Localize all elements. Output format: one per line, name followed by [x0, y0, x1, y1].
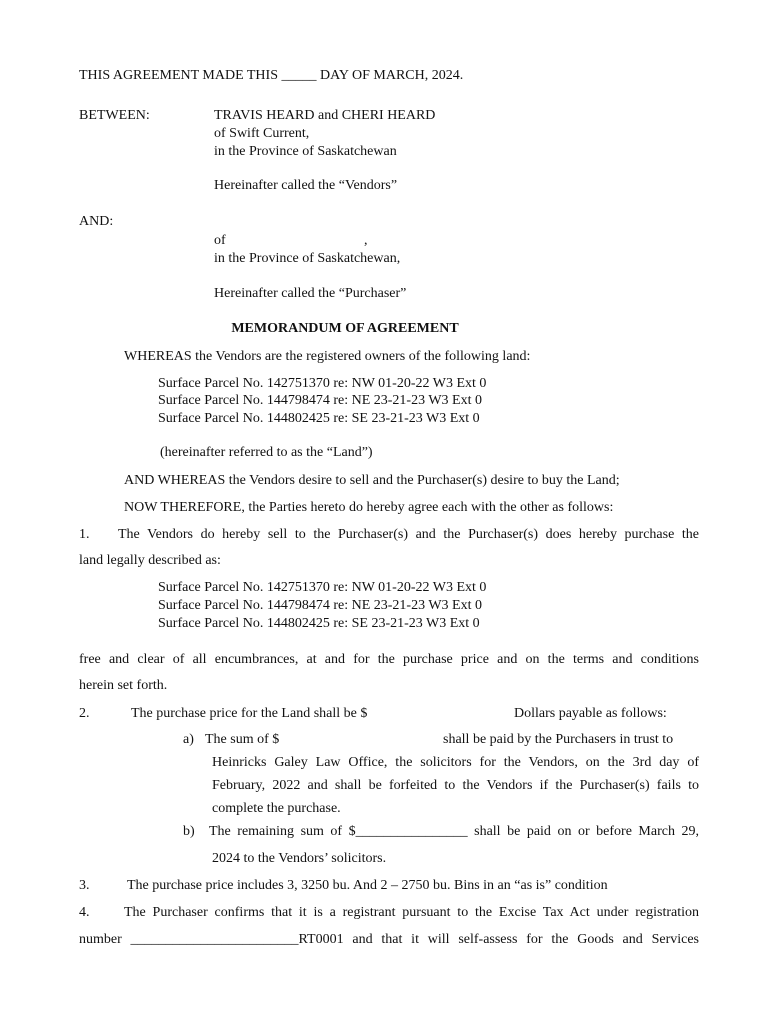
clause-1-text-cont: land legally described as: [79, 553, 221, 568]
land-definition: (hereinafter referred to as the “Land”) [160, 445, 373, 460]
clause-2-number: 2. [79, 706, 90, 721]
memorandum-title: MEMORANDUM OF AGREEMENT [231, 321, 459, 336]
parcel-item: Surface Parcel No. 144798474 re: NE 23-21-23 W3 Ext 0 [158, 598, 482, 613]
clause-1-encumbrances: free and clear of all encumbrances, at and for the purchase price and on the terms and conditions [79, 652, 699, 667]
clause-2a-line: complete the purchase. [212, 801, 341, 816]
parcel-item: Surface Parcel No. 142751370 re: NW 01-20-22 W3 Ext 0 [158, 580, 487, 595]
purchaser-city-comma: , [364, 233, 368, 248]
clause-3-text: The purchase price includes 3, 3250 bu. And 2 – 2750 bu. Bins in an “as is” condition [127, 878, 608, 893]
clause-2-price-suffix: Dollars payable as follows: [514, 706, 667, 721]
clause-2b-label: b) [183, 824, 195, 839]
now-therefore: NOW THEREFORE, the Parties hereto do hereby agree each with the other as follows: [124, 500, 614, 515]
vendors-designation: Hereinafter called the “Vendors” [214, 178, 398, 193]
between-label: BETWEEN: [79, 108, 150, 123]
agreement-date-line: THIS AGREEMENT MADE THIS _____ DAY OF MARCH, 2024. [79, 68, 464, 83]
whereas-ownership: WHEREAS the Vendors are the registered owners of the following land: [124, 349, 531, 364]
whereas-desire: AND WHEREAS the Vendors desire to sell and the Purchaser(s) desire to buy the Land; [124, 473, 620, 488]
clause-4-text-cont: number ________________________RT0001 and that it will self-assess for the Goods and Services [79, 932, 699, 947]
clause-2a-sum: The sum of $ [205, 732, 280, 747]
clause-1-encumbrances-cont: herein set forth. [79, 678, 168, 693]
clause-2a-line: February, 2022 and shall be forfeited to the Vendors if the Purchaser(s) fails to [212, 778, 699, 793]
purchaser-of-label: of [214, 233, 226, 248]
clause-2a-line: Heinricks Galey Law Office, the solicitors for the Vendors, on the 3rd day of [212, 755, 699, 770]
parcel-item: Surface Parcel No. 142751370 re: NW 01-20-22 W3 Ext 0 [158, 376, 487, 391]
clause-2b-line: The remaining sum of $________________ shall be paid on or before March 29, [209, 824, 699, 839]
purchaser-province: in the Province of Saskatchewan, [214, 251, 401, 266]
parcel-item: Surface Parcel No. 144802425 re: SE 23-21-23 W3 Ext 0 [158, 411, 480, 426]
vendor-names: TRAVIS HEARD and CHERI HEARD [214, 108, 436, 123]
clause-2a-trust: shall be paid by the Purchasers in trust to [443, 732, 674, 747]
purchaser-designation: Hereinafter called the “Purchaser” [214, 286, 407, 301]
vendor-province: in the Province of Saskatchewan [214, 144, 397, 159]
clause-4-text: The Purchaser confirms that it is a registrant pursuant to the Excise Tax Act under registration [124, 905, 699, 920]
clause-2a-label: a) [183, 732, 194, 747]
vendor-city: of Swift Current, [214, 126, 310, 141]
clause-2-price-text: The purchase price for the Land shall be $ [131, 706, 368, 721]
clause-1-text: The Vendors do hereby sell to the Purchaser(s) and the Purchaser(s) does hereby purchase the [118, 527, 699, 542]
clause-3-number: 3. [79, 878, 90, 893]
and-label: AND: [79, 214, 114, 229]
clause-4-number: 4. [79, 905, 90, 920]
clause-2b-line: 2024 to the Vendors’ solicitors. [212, 851, 387, 866]
parcel-item: Surface Parcel No. 144802425 re: SE 23-21-23 W3 Ext 0 [158, 616, 480, 631]
clause-1-number: 1. [79, 527, 90, 542]
parcel-item: Surface Parcel No. 144798474 re: NE 23-21-23 W3 Ext 0 [158, 393, 482, 408]
